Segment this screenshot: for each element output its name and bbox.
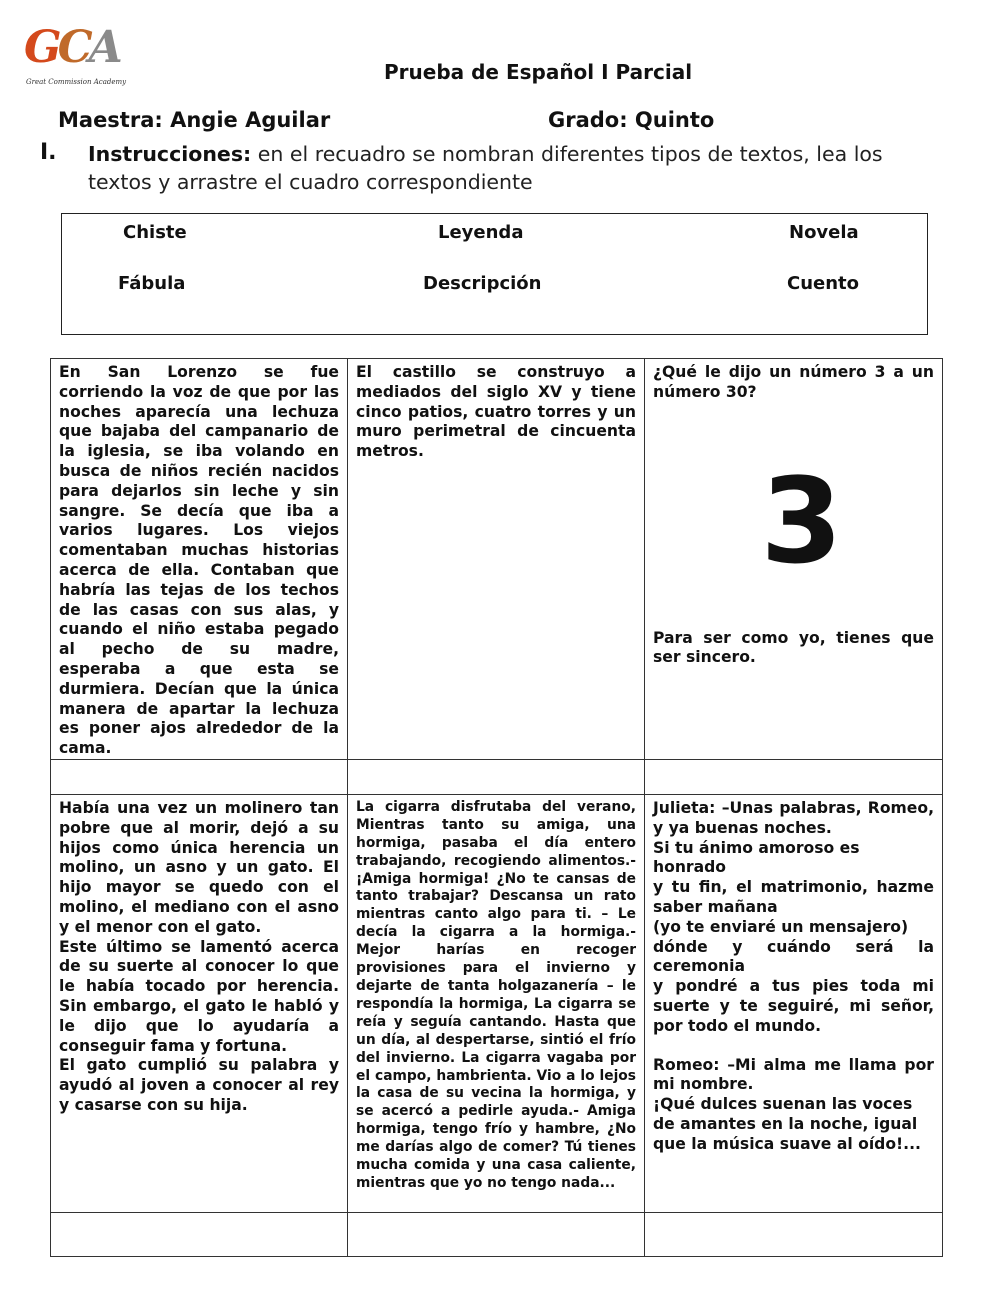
novela-line: Julieta: –Unas palabras, Romeo, y ya buenas noches.	[653, 798, 934, 837]
text-cell-fabula	[348, 794, 645, 1212]
drop-zone-2[interactable]	[348, 759, 645, 794]
grade-label: Grado: Quinto	[548, 108, 715, 132]
novela-line: y tu fin, el matrimonio, hazme saber mañana	[653, 878, 934, 916]
texts-grid	[50, 358, 943, 1257]
spacer	[653, 1037, 934, 1056]
drop-zone-4[interactable]	[51, 1212, 348, 1256]
leyenda-text: En San Lorenzo se fue corriendo la voz de que por las noches aparecía una lechuza que bajaba del campanario de la iglesia, se iba volando en busca de niños recién nacidos para dejarlos sin leche y sin sangre. Se decía que iba a varios lugares. Los viejos comentaban muchas historias acerca de ella. Contaban que habría las tejas de los techos de las casas con sus alas, y cuando el niño estaba pegado al pecho de su madre, esperaba a que esta se durmiera. Decían que la única manera de apartar la lechuza es poner ajos alrededor de la cama.	[59, 363, 339, 758]
drop-zone-1[interactable]	[51, 759, 348, 794]
draggable-leyenda[interactable]: Leyenda	[438, 222, 524, 243]
text-cell-novela	[645, 794, 943, 1212]
novela-line: dónde y cuándo será la ceremonia	[653, 937, 934, 976]
draggable-fabula[interactable]: Fábula	[118, 273, 186, 294]
novela-line: (yo te enviaré un mensajero)	[653, 917, 909, 936]
novela-line: y pondré a tus pies toda mi suerte y te seguiré, mi señor, por todo el mundo.	[653, 977, 934, 1035]
instructions-label: Instrucciones:	[88, 142, 252, 166]
novela-line: Si tu ánimo amoroso es honrado	[653, 838, 860, 877]
drop-zone-5[interactable]	[348, 1212, 645, 1256]
word-bank	[61, 213, 928, 335]
draggable-chiste[interactable]: Chiste	[123, 222, 187, 243]
novela-text	[645, 795, 942, 1155]
cuento-paragraph: Este último se lamentó acerca de su suerte al conocer lo que le había tocado por herencia. Sin embargo, el gato le habló y le dijo que lo ayudaría a conseguir fama y fortuna.	[59, 937, 339, 1055]
cuento-paragraph: Había una vez un molinero tan pobre que al morir, dejó a su hijos como única herencia un molino, un asno y un gato. El hijo mayor se quedo con el molino, el mediano con el asno y el menor con el gato.	[59, 798, 339, 936]
text-cell-chiste	[645, 359, 943, 760]
draggable-novela[interactable]: Novela	[789, 222, 859, 243]
logo-subtitle: Great Commission Academy	[26, 78, 127, 86]
descripcion-text: El castillo se construyo a mediados del siglo XV y tiene cinco patios, cuatro torres y un muro perimetral de cincuenta metros.	[356, 363, 636, 461]
instructions-text: en el recuadro se nombran diferentes tipos de textos, lea los textos y arrastre el cuadro correspondiente	[88, 142, 883, 194]
drop-zone-3[interactable]	[645, 759, 943, 794]
drop-zone-6[interactable]	[645, 1212, 943, 1256]
instructions	[88, 140, 938, 196]
novela-line: ¡Qué dulces suenan las voces de amantes en la noche, igual que la música suave al oído!...	[653, 1095, 921, 1153]
chiste-question: ¿Qué le dijo un número 3 a un número 30?	[653, 363, 934, 401]
text-cell-leyenda	[51, 359, 348, 760]
logo-letters: GCA	[24, 22, 119, 73]
cuento-text	[51, 795, 347, 1116]
cuento-paragraph: El gato cumplió su palabra y ayudó al joven a conocer al rey y casarse con su hija.	[59, 1056, 339, 1114]
text-cell-descripcion	[348, 359, 645, 760]
text-cell-cuento	[51, 794, 348, 1212]
section-number: I.	[40, 140, 57, 165]
fabula-text: La cigarra disfrutaba del verano, Mientras tanto su amiga, una hormiga, pasaba el día entero trabajando, recogiendo alimentos.- ¡Amiga hormiga! ¿No te cansas de tanto trabajar? Descansa un rato mientras canto algo para ti. – Le decía la cigarra a la hormiga.- Mejor harías en recoger provisiones para el invierno y dejarte de tanta holgazanería – le respondía la hormiga, La cigarra se reía y seguía cantando. Hasta que un día, al despertarse, sintió el frío del invierno. La cigarra vagaba por el campo, hambrienta. Vio a lo lejos la casa de su vecina la hormiga, y se acercó a pedirle ayuda.- Amiga hormiga, tengo frío y hambre, ¿No me darías algo de comer? Tú tienes mucha comida y una casa caliente, mientras que yo no tengo nada...	[356, 798, 636, 1191]
chiste-answer: Para ser como yo, tienes que ser sincero.	[653, 628, 934, 667]
teacher-label: Maestra: Angie Aguilar	[58, 108, 331, 132]
page-title: Prueba de Español I Parcial	[384, 60, 693, 84]
draggable-cuento[interactable]: Cuento	[787, 273, 860, 294]
draggable-descripcion[interactable]: Descripción	[423, 273, 542, 294]
novela-line: Romeo: –Mi alma me llama por mi nombre.	[653, 1055, 934, 1094]
gca-logo	[24, 24, 134, 94]
chiste-number: 3	[760, 451, 843, 590]
